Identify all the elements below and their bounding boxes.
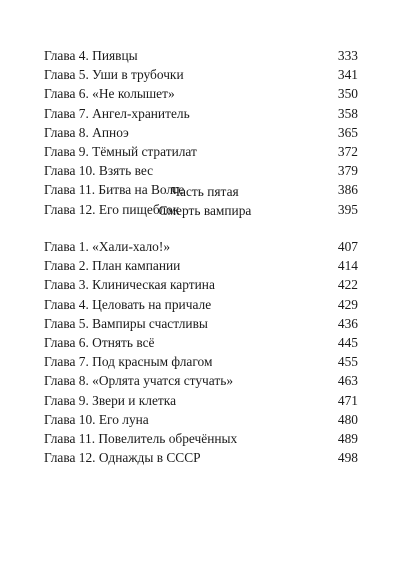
- toc-entry-title: Глава 6. «Не колышет»: [44, 86, 175, 102]
- toc-entry-page: 436: [337, 315, 358, 331]
- toc-entry-page: 358: [337, 105, 358, 121]
- toc-entry: [44, 161, 358, 180]
- toc-entry: [44, 104, 358, 123]
- toc-entry-page: 414: [337, 258, 358, 274]
- toc-entry-title: Глава 9. Звери и клетка: [44, 392, 177, 408]
- toc-entry: [44, 295, 358, 314]
- toc-entry: [44, 256, 358, 275]
- toc-entry: [44, 333, 358, 352]
- toc-entry-title: Глава 11. Повелитель обречённых: [44, 430, 238, 446]
- toc-entry-title: Глава 7. Ангел-хранитель: [44, 105, 190, 121]
- toc-entry-title: Глава 12. Его пищеблок: [44, 201, 180, 217]
- toc-section-part-five: [44, 237, 358, 467]
- toc-entry: [44, 429, 358, 448]
- toc-entry-title: Глава 5. Вампиры счастливы: [44, 315, 208, 331]
- toc-entry: [44, 391, 358, 410]
- toc-entry-page: 395: [337, 201, 358, 217]
- toc-entry-page: 489: [337, 430, 358, 446]
- toc-entry: [44, 142, 358, 161]
- toc-entry-page: 463: [337, 373, 358, 389]
- toc-entry: [44, 410, 358, 429]
- toc-entry-page: 333: [337, 48, 358, 63]
- toc-entry-title: Глава 5. Уши в трубочки: [44, 67, 184, 83]
- toc-entry-page: 341: [337, 67, 358, 83]
- toc-entry-title: Глава 7. Под красным флагом: [44, 354, 213, 370]
- toc-entry-title: Глава 2. План кампании: [44, 258, 181, 274]
- toc-entry: [44, 314, 358, 333]
- toc-entry-page: 386: [337, 182, 358, 198]
- toc-entry-title: Глава 10. Его луна: [44, 411, 149, 427]
- toc-entry-title: Глава 12. Однажды в СССР: [44, 450, 201, 466]
- toc-entry-title: Глава 4. Пиявцы: [44, 48, 138, 63]
- toc-entry-page: 379: [337, 163, 358, 179]
- toc-entry: [44, 123, 358, 142]
- toc-entry-page: 422: [337, 277, 358, 293]
- part-title: Смерть вампира: [158, 203, 252, 218]
- toc-entry-title: Глава 8. Апноэ: [44, 124, 129, 140]
- toc-entry-title: Глава 6. Отнять всё: [44, 334, 155, 350]
- toc-entry-page: 365: [337, 124, 358, 140]
- toc-entry-title: Глава 11. Битва на Волге: [44, 182, 185, 198]
- toc-entry-page: 429: [337, 296, 358, 312]
- toc-entry: [44, 84, 358, 103]
- toc-entry-title: Глава 8. «Орлята учатся стучать»: [44, 373, 234, 389]
- toc-entry-title: Глава 4. Целовать на причале: [44, 296, 212, 312]
- toc-entry-title: Глава 9. Тёмный стратилат: [44, 143, 197, 159]
- toc-entry-page: 350: [337, 86, 358, 102]
- toc-entry-page: 407: [337, 239, 358, 254]
- toc-entry-page: 480: [337, 411, 358, 427]
- toc-entry-page: 455: [337, 354, 358, 370]
- toc-entry-title: Глава 1. «Хали-хало!»: [44, 239, 171, 254]
- toc-entry-title: Глава 3. Клиническая картина: [44, 277, 215, 293]
- toc-entry: [44, 371, 358, 390]
- toc-entry-page: 445: [337, 334, 358, 350]
- toc-entry-page: 372: [337, 143, 358, 159]
- part-label: Часть пятая: [171, 184, 239, 199]
- toc-entry-page: 471: [337, 392, 358, 408]
- toc-entry-title: Глава 10. Взять вес: [44, 163, 154, 179]
- toc-entry: [44, 275, 358, 294]
- toc-entry: [44, 46, 358, 65]
- toc-entry: [44, 448, 358, 467]
- toc-entry-page: 498: [337, 450, 358, 466]
- toc-entry: [44, 352, 358, 371]
- toc-entry: [44, 237, 358, 256]
- toc-entry: [44, 65, 358, 84]
- part-heading: [0, 182, 410, 220]
